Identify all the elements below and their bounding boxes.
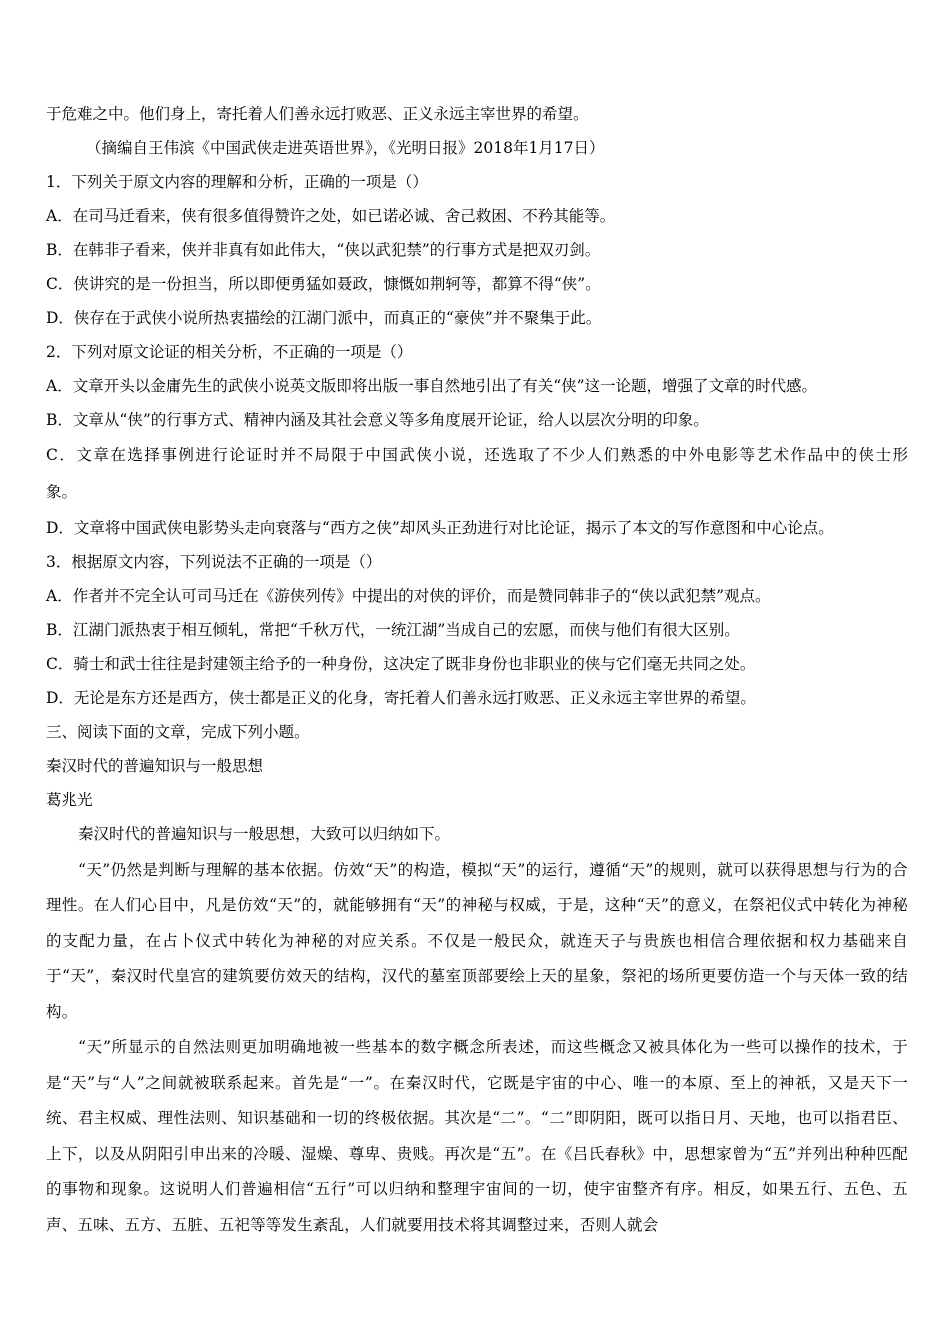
question-2-option-d: D．文章将中国武侠电影势头走向衰落与“西方之侠”却风头正劲进行对比论证，揭示了本文的写作意图和中心论点。 bbox=[46, 519, 834, 537]
intro-continuation: 于危难之中。他们身上，寄托着人们善永远打败恶、正义永远主宰世界的希望。 bbox=[46, 105, 589, 123]
article-paragraph-1: 秦汉时代的普遍知识与一般思想，大致可以归纳如下。 bbox=[78, 825, 451, 843]
question-2-option-b: B．文章从“侠”的行事方式、精神内涵及其社会意义等多角度展开论证，给人以层次分明的印象。 bbox=[46, 411, 709, 429]
question-1-stem: 1．下列关于原文内容的理解和分析，正确的一项是（） bbox=[46, 173, 428, 191]
source-citation: （摘编自王伟滨《中国武侠走进英语世界》，《光明日报》2018年1月17日） bbox=[86, 139, 605, 157]
article-title: 秦汉时代的普遍知识与一般思想 bbox=[46, 757, 264, 775]
question-1-option-c: C．侠讲究的是一份担当，所以即便勇猛如聂政，慷慨如荆轲等，都算不得“侠”。 bbox=[46, 275, 601, 293]
question-1-option-a: A．在司马迁看来，侠有很多值得赞许之处，如已诺必诚、舍己救困、不矜其能等。 bbox=[46, 207, 616, 225]
question-2-option-a: A．文章开头以金庸先生的武侠小说英文版即将出版一事自然地引出了有关“侠”这一论题，增强了文章的时代感。 bbox=[46, 377, 818, 395]
article-paragraph-2: “天”仍然是判断与理解的基本依据。仿效“天”的构造，模拟“天”的运行，遵循“天”的规则，就可以获得思想与行为的合理性。在人们心目中，凡是仿效“天”的，就能够拥有“天”的神秘与权威，于是，这种“天”的意义，在祭祀仪式中转化为神秘的支配力量，在占卜仪式中转化为神秘的对应关系。不仅是一般民众，就连天子与贵族也相信合理依据和权力基础来自于“天”，秦汉时代皇宫的建筑要仿效天的结构，汉代的墓室顶部要绘上天的星象，祭祀的场所更要仿造一个与天体一致的结构。 bbox=[46, 860, 908, 1021]
article-paragraph-3: “天”所显示的自然法则更加明确地被一些基本的数字概念所表述，而这些概念又被具体化为一些可以操作的技术，于是“天”与“人”之间就被联系起来。首先是“一”。在秦汉时代，它既是宇宙的中心、唯一的本原、至上的神祇，又是天下一统、君主权威、理性法则、知识基础和一切的终极依据。其次是“二”。“二”即阴阳，既可以指日月、天地，也可以指君臣、上下，以及从阴阳引申出来的冷暖、湿燥、尊卑、贵贱。再次是“五”。在《吕氏春秋》中，思想家曾为“五”并列出种种匹配的事物和现象。这说明人们普遍相信“五行”可以归纳和整理宇宙间的一切，使宇宙整齐有序。相反，如果五行、五色、五声、五味、五方、五脏、五祀等等发生紊乱，人们就要用技术将其调整过来，否则人就会 bbox=[46, 1038, 908, 1234]
question-2-stem: 2．下列对原文论证的相关分析，不正确的一项是（） bbox=[46, 343, 413, 361]
question-3-option-d: D．无论是东方还是西方，侠士都是正义的化身，寄托着人们善永远打败恶、正义永远主宰世界的希望。 bbox=[46, 689, 756, 707]
question-3-stem: 3．根据原文内容，下列说法不正确的一项是（） bbox=[46, 553, 382, 571]
question-3-option-b: B．江湖门派热衷于相互倾轧，常把“千秋万代，一统江湖”当成自己的宏愿，而侠与他们有很大区别。 bbox=[46, 621, 740, 639]
question-1-option-d: D．侠存在于武侠小说所热衷描绘的江湖门派中，而真正的“豪侠”并不聚集于此。 bbox=[46, 309, 602, 327]
question-2-option-c-continuation: 象。 bbox=[46, 483, 78, 501]
question-2-option-c: C．文章在选择事例进行论证时并不局限于中国武侠小说，还选取了不少人们熟悉的中外电影等艺术作品中的侠士形 bbox=[46, 446, 908, 464]
question-3-option-c: C．骑士和武士往往是封建领主给予的一种身份，这决定了既非身份也非职业的侠与它们毫无共同之处。 bbox=[46, 655, 756, 673]
question-1-option-b: B．在韩非子看来，侠并非真有如此伟大，“侠以武犯禁”的行事方式是把双刃剑。 bbox=[46, 241, 601, 259]
article-author: 葛兆光 bbox=[46, 791, 93, 809]
document-page bbox=[46, 97, 908, 1243]
section-3-instruction: 三、阅读下面的文章，完成下列小题。 bbox=[46, 723, 310, 741]
question-3-option-a: A．作者并不完全认可司马迁在《游侠列传》中提出的对侠的评价，而是赞同韩非子的“侠以武犯禁”观点。 bbox=[46, 587, 771, 605]
